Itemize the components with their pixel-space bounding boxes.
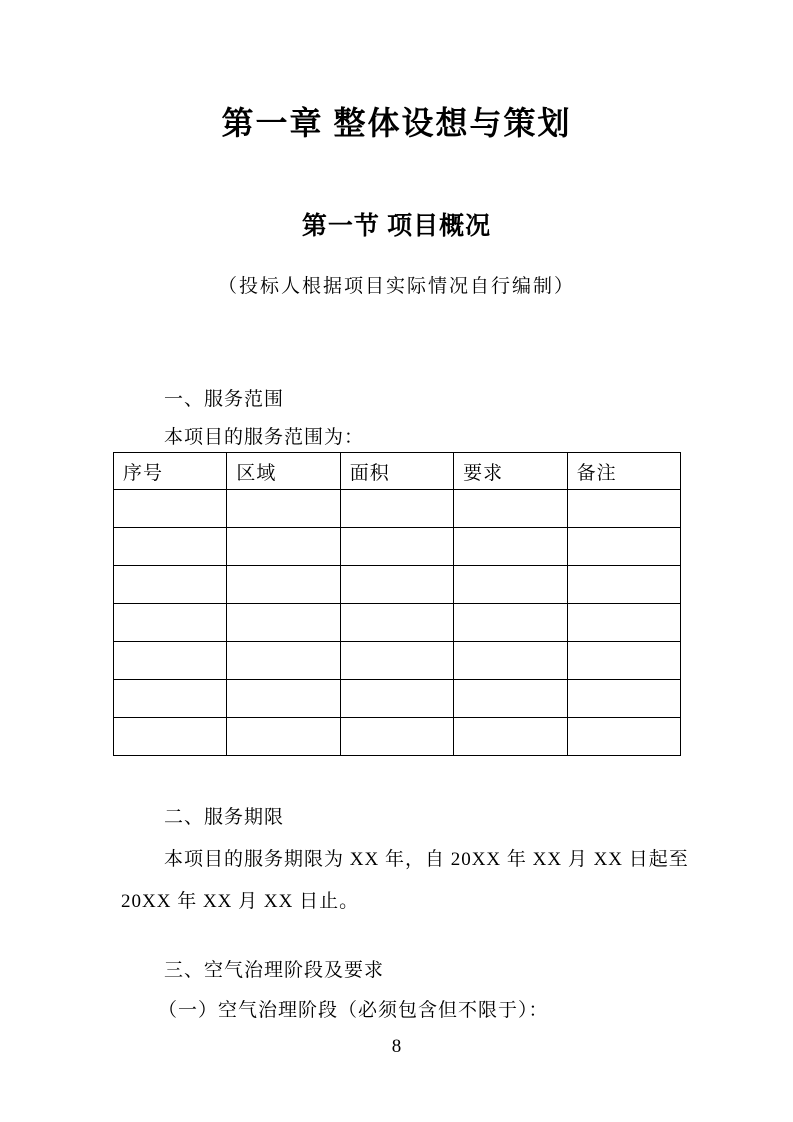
- scope-table-head: [114, 453, 681, 490]
- scope-table-empty-cell: [454, 680, 567, 718]
- section-title: 第一节 项目概况: [301, 213, 492, 240]
- scope-table-empty-cell: [114, 604, 227, 642]
- scope-table-empty-cell: [114, 490, 227, 528]
- scope-table-empty-cell: [454, 566, 567, 604]
- scope-table-empty-cell: [340, 642, 453, 680]
- scope-table-empty-cell: [567, 566, 680, 604]
- scope-table-empty-cell: [114, 642, 227, 680]
- scope-table-empty-cell: [227, 680, 340, 718]
- service-period-line1: 本项目的服务期限为 XX 年，自 20XX 年 XX 月 XX 日起至: [164, 849, 689, 870]
- scope-table-empty-cell: [227, 490, 340, 528]
- scope-table-empty-row: [114, 680, 681, 718]
- scope-table-header-row: [114, 453, 681, 490]
- scope-table-empty-cell: [114, 566, 227, 604]
- scope-table-empty-cell: [567, 642, 680, 680]
- scope-table-empty-cell: [227, 528, 340, 566]
- scope-table-empty-row: [114, 490, 681, 528]
- scope-table-empty-cell: [227, 566, 340, 604]
- scope-table-header-cell: 区域: [227, 453, 340, 490]
- service-period-line2: 20XX 年 XX 月 XX 日止。: [121, 891, 360, 912]
- scope-table-empty-cell: [340, 718, 453, 756]
- scope-table-empty-cell: [454, 528, 567, 566]
- scope-table-empty-cell: [340, 528, 453, 566]
- scope-table-header-cell: 序号: [114, 453, 227, 490]
- scope-table-header-cell: 备注: [567, 453, 680, 490]
- service-scope-intro: 本项目的服务范围为：: [164, 427, 365, 448]
- scope-table-empty-cell: [567, 528, 680, 566]
- page-number: 8: [391, 1036, 402, 1057]
- scope-table-empty-cell: [567, 680, 680, 718]
- scope-table-empty-row: [114, 718, 681, 756]
- scope-table-body: [114, 490, 681, 756]
- chapter-title: 第一章 整体设想与策划: [221, 105, 572, 141]
- scope-table-empty-cell: [340, 680, 453, 718]
- scope-table-empty-row: [114, 642, 681, 680]
- section-note: （投标人根据项目实际情况自行编制）: [217, 276, 575, 297]
- scope-table-empty-cell: [454, 490, 567, 528]
- scope-table-empty-cell: [567, 718, 680, 756]
- service-scope-table: [113, 452, 681, 756]
- scope-table-empty-cell: [454, 718, 567, 756]
- service-scope-heading: 一、服务范围: [164, 389, 285, 410]
- scope-table-empty-cell: [567, 490, 680, 528]
- scope-table-empty-row: [114, 604, 681, 642]
- scope-table-header-cell: 要求: [454, 453, 567, 490]
- scope-table-empty-row: [114, 566, 681, 604]
- scope-table-empty-cell: [227, 604, 340, 642]
- scope-table-empty-cell: [454, 642, 567, 680]
- scope-table-header-cell: 面积: [340, 453, 453, 490]
- scope-table-empty-cell: [114, 718, 227, 756]
- scope-table-empty-cell: [340, 490, 453, 528]
- scope-table-empty-cell: [340, 566, 453, 604]
- scope-table-empty-cell: [114, 680, 227, 718]
- air-treatment-item: （一）空气治理阶段（必须包含但不限于）：: [158, 1000, 549, 1021]
- scope-table-empty-row: [114, 528, 681, 566]
- scope-table-empty-cell: [227, 642, 340, 680]
- service-period-heading: 二、服务期限: [164, 807, 285, 828]
- scope-table-empty-cell: [114, 528, 227, 566]
- scope-table-empty-cell: [567, 604, 680, 642]
- scope-table-empty-cell: [227, 718, 340, 756]
- air-treatment-heading: 三、空气治理阶段及要求: [164, 960, 385, 981]
- scope-table-empty-cell: [340, 604, 453, 642]
- scope-table-empty-cell: [454, 604, 567, 642]
